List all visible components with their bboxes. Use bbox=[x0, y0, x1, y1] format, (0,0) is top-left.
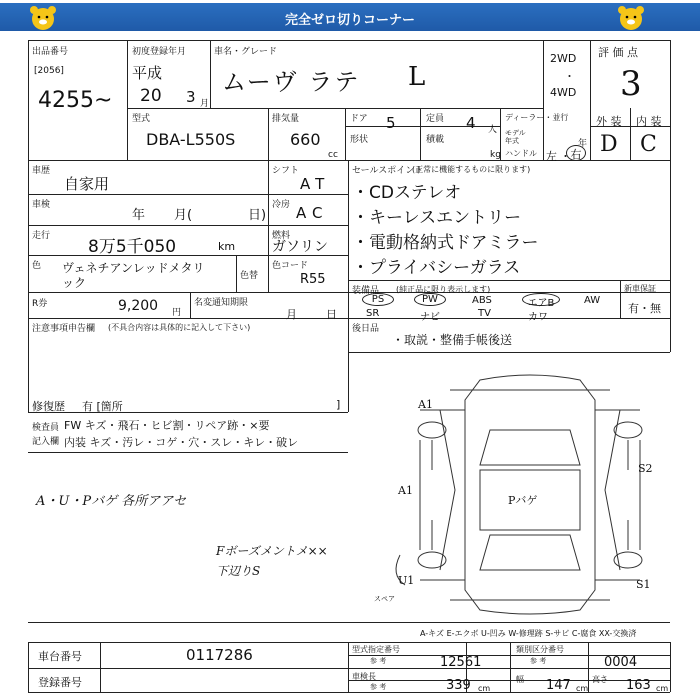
inspector-interior-row: 内装 キズ・汚レ・コゲ・穴・スレ・キレ・破レ bbox=[64, 436, 299, 449]
month-unit: 月 bbox=[200, 99, 210, 109]
handle-label: ハンドル bbox=[505, 149, 537, 158]
mileage-label: 走行 bbox=[32, 231, 51, 241]
model-value: DBA-L550S bbox=[146, 130, 236, 149]
equip-tv: TV bbox=[478, 308, 491, 319]
car-label: 車名・グレード bbox=[214, 47, 278, 57]
inspector-label: 検査員 bbox=[32, 423, 60, 433]
sales-point: ・キーレスエントリー bbox=[352, 208, 522, 228]
note-line: A・U・Pバゲ 各所アアセ bbox=[36, 494, 187, 509]
inspector-fw-row: FW キズ・飛石・ヒビ割・リペア跡・×要 bbox=[64, 419, 270, 432]
chassis-label: 車台番号 bbox=[38, 650, 82, 663]
new-warranty-label: 新車保証 bbox=[624, 284, 656, 293]
model-spec-value: 12561 bbox=[440, 655, 482, 670]
insp-year: 年 bbox=[132, 208, 146, 223]
handle-dot: ・ bbox=[560, 150, 571, 163]
class-value: 0004 bbox=[604, 655, 638, 670]
handle-left: 左 bbox=[546, 150, 557, 163]
ref-label: 参 考 bbox=[530, 657, 547, 665]
color-code: R55 bbox=[300, 272, 326, 287]
exterior-score: D bbox=[600, 132, 618, 157]
cap-label: 定員 bbox=[426, 114, 445, 124]
equip-label: 装備品 bbox=[352, 286, 380, 296]
shape-label: 形状 bbox=[350, 135, 369, 145]
height-value: 163 bbox=[626, 678, 651, 693]
width-label: 幅 bbox=[516, 675, 524, 684]
equip-sr: SR bbox=[366, 308, 380, 319]
repair-close: ] bbox=[336, 398, 341, 411]
width-unit: cm bbox=[576, 684, 589, 693]
load-unit: kg bbox=[490, 150, 501, 160]
score-value: 3 bbox=[620, 64, 642, 104]
tax-label: 名変通知期限 bbox=[194, 298, 249, 308]
equip-pw: PW bbox=[414, 293, 446, 306]
equip-airbag: エアB bbox=[522, 293, 560, 306]
shift-value: AT bbox=[300, 175, 331, 193]
diagram-label: S2 bbox=[638, 462, 653, 475]
banner-title: 完全ゼロ切りコーナー bbox=[284, 13, 415, 28]
recycle-value: 9,200 bbox=[118, 298, 159, 314]
hist-label: 車歴 bbox=[32, 166, 51, 176]
lot-number: 4255~ bbox=[38, 88, 113, 113]
tax-day: 日 bbox=[326, 308, 337, 321]
fuel-label: 燃料 bbox=[272, 231, 291, 241]
ac-label: 冷房 bbox=[272, 200, 291, 210]
interior-label: 内 装 bbox=[636, 115, 662, 128]
tax-month: 月 bbox=[286, 308, 297, 321]
disp-label: 排気量 bbox=[272, 114, 300, 124]
color-label: 色 bbox=[32, 261, 42, 271]
fuel-value: ガソリン bbox=[272, 239, 328, 255]
repair-label: 修復歴 bbox=[32, 400, 65, 413]
drive-4wd: 4WD bbox=[550, 86, 577, 99]
after-label: 後日品 bbox=[352, 324, 380, 334]
equip-ps: PS bbox=[362, 293, 394, 306]
note-line: 下辺りS bbox=[216, 564, 261, 578]
length-label: 車検長 bbox=[352, 672, 376, 681]
sales-label: セールスポイント bbox=[352, 166, 424, 176]
mileage-unit: km bbox=[218, 240, 236, 253]
insp-label: 車検 bbox=[32, 200, 51, 210]
color-value: ヴェネチアンレッドメタリ ック bbox=[62, 261, 205, 290]
diagram-label: U1 bbox=[398, 574, 415, 587]
diagram-label: A1 bbox=[398, 484, 413, 497]
diagram-legend: A-キズ E-エクボ U-凹み W-修理跡 S-サビ C-腐食 XX-交換済 bbox=[420, 629, 637, 638]
load-label: 積載 bbox=[426, 135, 445, 145]
first-reg-label: 初度登録年月 bbox=[132, 47, 187, 57]
equip-navi: ナビ bbox=[420, 312, 440, 323]
note-line: Fボーズメントメ×× bbox=[216, 544, 328, 558]
drive-dot: ・ bbox=[564, 70, 575, 83]
equip-abs: ABS bbox=[472, 295, 492, 306]
chassis-value: 0117286 bbox=[186, 646, 253, 664]
recycle-unit: 円 bbox=[172, 308, 182, 318]
insp-month: 月( bbox=[174, 208, 193, 223]
inspector-label2: 記入欄 bbox=[32, 437, 60, 447]
interior-score: C bbox=[640, 132, 657, 157]
caution-label: 注意事項申告欄 bbox=[32, 324, 96, 334]
width-value: 147 bbox=[546, 678, 571, 693]
diagram-center-label: Pバゲ bbox=[508, 494, 538, 507]
disp-unit: cc bbox=[328, 150, 338, 160]
reg-month: 3 bbox=[186, 88, 196, 106]
length-unit: cm bbox=[478, 684, 491, 693]
car-name: ムーヴ ラテ bbox=[222, 68, 361, 96]
hist-value: 自家用 bbox=[64, 175, 110, 193]
color-swap-label: 色替 bbox=[240, 271, 259, 281]
sales-point: ・CDステレオ bbox=[352, 183, 462, 203]
height-unit: cm bbox=[656, 684, 669, 693]
model-spec-label: 型式指定番号 bbox=[352, 645, 400, 654]
score-label: 評 価 点 bbox=[598, 46, 638, 59]
equip-aw: AW bbox=[584, 295, 601, 306]
doors-value: 5 bbox=[386, 114, 396, 132]
car-grade: L bbox=[408, 62, 426, 92]
bear-mascot-icon bbox=[28, 4, 58, 32]
equip-note: (純正品に限り表示します) bbox=[396, 285, 491, 294]
cap-value: 4 bbox=[466, 114, 476, 132]
mileage-value: 8万5千050 bbox=[88, 237, 177, 257]
ref-label: 参 考 bbox=[370, 657, 387, 665]
diagram-label: A1 bbox=[418, 398, 433, 411]
cap-unit: 人 bbox=[488, 125, 498, 135]
sales-point: ・プライバシーガラス bbox=[352, 258, 521, 278]
era: 平成 bbox=[132, 64, 163, 82]
exterior-label: 外 装 bbox=[596, 115, 622, 128]
height-label: 高さ bbox=[592, 675, 608, 684]
model-year-label2: 年式 bbox=[505, 137, 519, 145]
class-label: 類別区分番号 bbox=[516, 645, 564, 654]
doors-label: ドア bbox=[350, 114, 368, 124]
ref-label: 参 考 bbox=[370, 683, 387, 691]
model-year-unit: 年 bbox=[578, 139, 588, 149]
regno-label: 登録番号 bbox=[38, 676, 82, 689]
lot-sub: [2056] bbox=[34, 66, 64, 76]
recycle-label: R券 bbox=[32, 299, 48, 309]
disp-value: 660 bbox=[290, 130, 321, 149]
shift-label: シフト bbox=[272, 166, 300, 176]
model-label: 型式 bbox=[132, 114, 151, 124]
lot-label: 出品番号 bbox=[32, 47, 69, 57]
bear-mascot-icon bbox=[616, 4, 646, 32]
after-value: ・取説・整備手帳後送 bbox=[392, 333, 513, 347]
reg-year: 20 bbox=[140, 86, 162, 106]
equip-leather: カワ bbox=[528, 312, 548, 323]
repair-value: 有 [箇所 bbox=[82, 400, 123, 413]
dealer-label: ディーラー・並行 bbox=[505, 113, 569, 122]
sales-point: ・電動格納式ドアミラー bbox=[352, 233, 539, 253]
length-value: 339 bbox=[446, 678, 471, 693]
caution-note: (不具合内容は具体的に記入して下さい) bbox=[108, 323, 251, 332]
diagram-label: S1 bbox=[636, 578, 651, 591]
new-warranty-value: 有・無 bbox=[628, 302, 661, 315]
insp-day: 日) bbox=[248, 208, 267, 223]
handle-right: 右 bbox=[566, 145, 586, 161]
ac-value: AC bbox=[296, 204, 329, 222]
drive-2wd: 2WD bbox=[550, 52, 577, 65]
color-code-label: 色コード bbox=[272, 261, 309, 271]
sales-note: (正常に機能するものに限ります) bbox=[412, 165, 531, 174]
spare-label: スペア bbox=[374, 595, 395, 603]
model-year-label: モデル bbox=[505, 129, 526, 137]
